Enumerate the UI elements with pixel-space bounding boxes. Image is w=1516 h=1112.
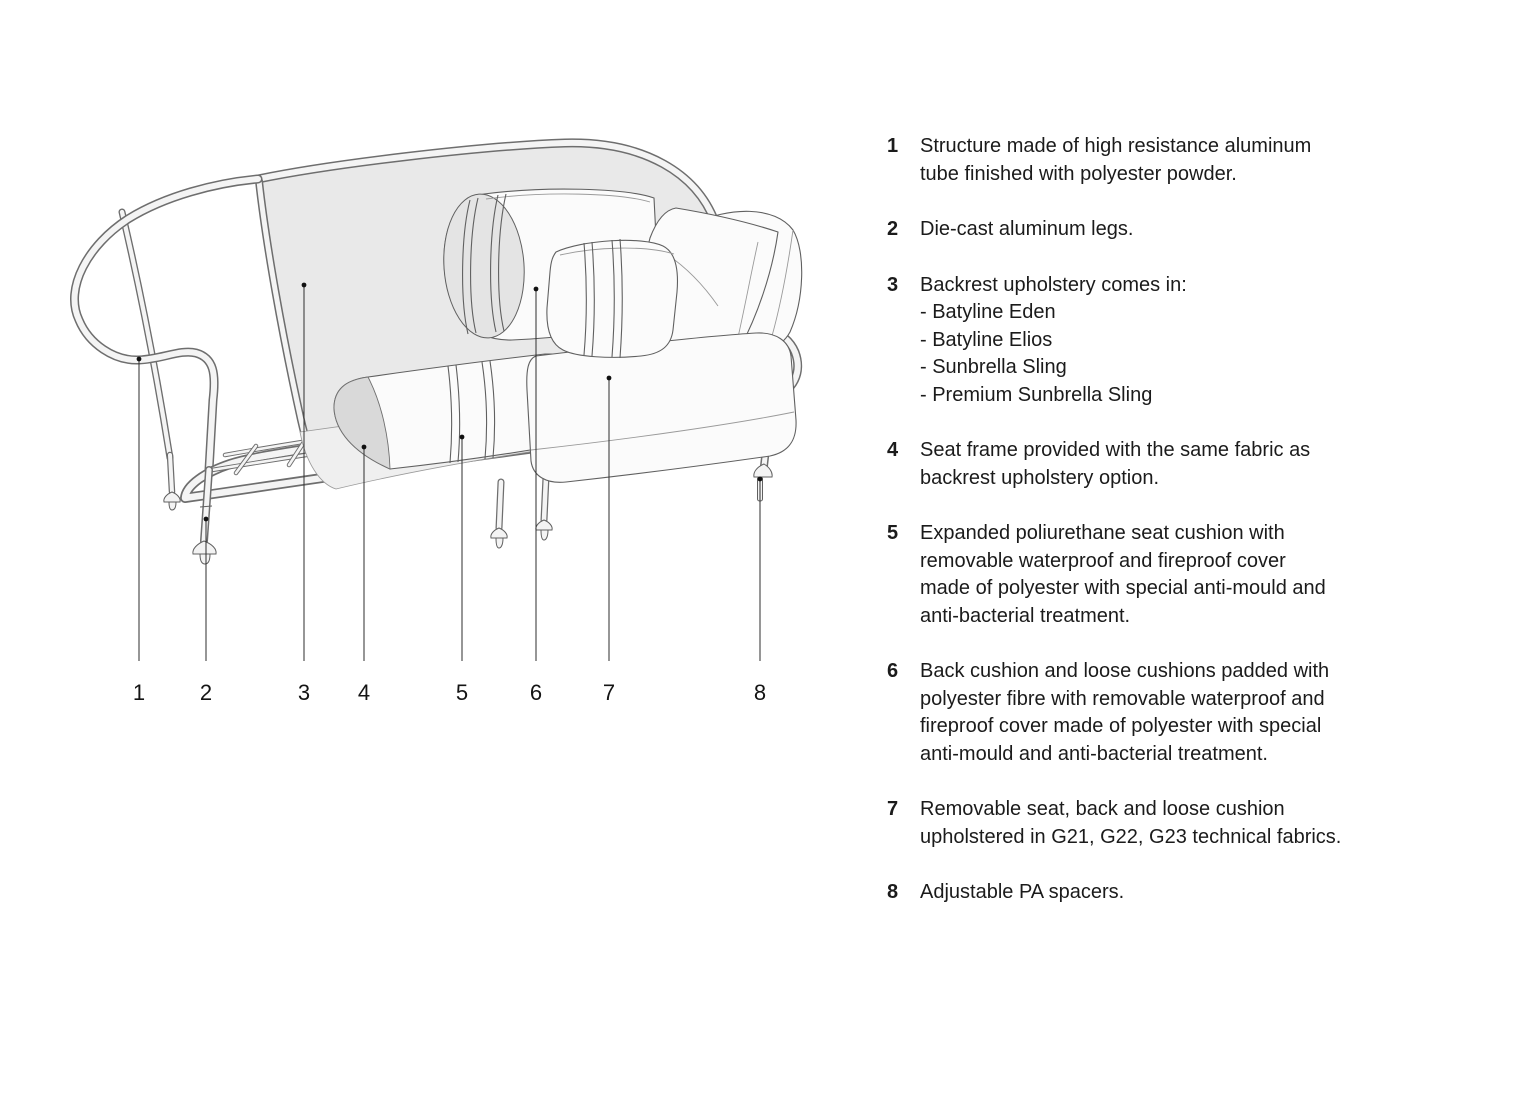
spec-text-line: - Premium Sunbrella Sling xyxy=(920,383,1153,406)
spec-item-text xyxy=(920,658,1329,768)
callout-dot-2 xyxy=(204,517,209,522)
spec-item-number: 5 xyxy=(887,522,899,544)
spec-text-line: made of polyester with special anti-mould and xyxy=(920,577,1326,599)
spec-text-line: Die-cast aluminum legs. xyxy=(920,218,1134,240)
spec-text-line: Structure made of high resistance aluminum xyxy=(920,135,1312,157)
spec-text-line: Removable seat, back and loose cushion xyxy=(920,798,1285,820)
front-left-foot xyxy=(193,541,216,554)
spec-item-text xyxy=(920,437,1310,492)
callout-number-1: 1 xyxy=(132,680,146,705)
spec-text-line: Seat frame provided with the same fabric as xyxy=(920,439,1311,461)
callout-number-3: 3 xyxy=(297,680,311,705)
spec-text-line: anti-mould and anti-bacterial treatment. xyxy=(920,742,1268,765)
callout-dot-5 xyxy=(460,435,465,440)
spec-text-line: Backrest upholstery comes in: xyxy=(920,273,1187,296)
spec-item-number: 6 xyxy=(887,660,899,682)
spec-item-number: 8 xyxy=(887,881,899,903)
spec-item-text xyxy=(920,879,1124,907)
spec-item-number: 2 xyxy=(887,218,899,240)
callout-number-8: 8 xyxy=(753,680,767,705)
spec-item-number: 4 xyxy=(887,439,899,461)
sofa-illustration xyxy=(0,0,850,720)
spec-item xyxy=(887,796,1427,851)
spec-text-line: tube finished with polyester powder. xyxy=(920,162,1237,185)
main-seat-cushion xyxy=(527,333,796,482)
spec-item-text xyxy=(920,216,1133,244)
spec-list xyxy=(887,133,1427,935)
callout-number-6: 6 xyxy=(529,680,543,705)
callout-dot-4 xyxy=(362,445,367,450)
callout-number-2: 2 xyxy=(199,680,213,705)
spec-item-number: 7 xyxy=(887,798,899,820)
spec-item-text xyxy=(920,133,1311,188)
spec-item xyxy=(887,272,1427,410)
spec-item xyxy=(887,658,1427,768)
spec-text-line: anti-bacterial treatment. xyxy=(920,604,1131,627)
callout-dot-3 xyxy=(302,283,307,288)
spec-item-text xyxy=(920,272,1187,410)
front-right-foot xyxy=(754,464,772,477)
spec-text-line: removable waterproof and fireproof cover xyxy=(920,549,1286,572)
spec-item xyxy=(887,437,1427,492)
spec-item-text xyxy=(920,520,1326,630)
spec-item xyxy=(887,520,1427,630)
spec-text-line: Expanded poliurethane seat cushion with xyxy=(920,522,1285,544)
spec-item xyxy=(887,133,1427,188)
callout-dot-1 xyxy=(137,357,142,362)
spec-text-line: - Batyline Elios xyxy=(920,328,1053,351)
rear-left-foot xyxy=(164,492,180,502)
spec-text-line: Adjustable PA spacers. xyxy=(920,881,1125,903)
spec-item-number: 1 xyxy=(887,135,899,157)
callout-number-4: 4 xyxy=(357,680,371,705)
sofa-diagram xyxy=(0,0,850,720)
middle-right-foot xyxy=(536,520,552,530)
callout-1 xyxy=(133,357,145,705)
callout-8 xyxy=(754,477,766,705)
spec-text-line: - Batyline Eden xyxy=(920,301,1056,323)
loose-cushion xyxy=(547,239,678,358)
spec-text-line: fireproof cover made of polyester with special xyxy=(920,715,1322,737)
spec-text-line: - Sunbrella Sling xyxy=(920,356,1067,378)
callout-dot-6 xyxy=(534,287,539,292)
callout-dot-7 xyxy=(607,376,612,381)
callout-5 xyxy=(456,435,468,705)
callout-number-7: 7 xyxy=(602,680,616,705)
middle-left-foot xyxy=(491,528,507,538)
callout-number-5: 5 xyxy=(455,680,469,705)
callout-dot-8 xyxy=(758,477,763,482)
spec-text-line: upholstered in G21, G22, G23 technical fabrics. xyxy=(920,825,1342,848)
spec-text-line: Back cushion and loose cushions padded with xyxy=(920,660,1330,682)
spec-text-line: polyester fibre with removable waterproof and xyxy=(920,687,1325,710)
spec-item-text xyxy=(920,796,1341,851)
spec-item-number: 3 xyxy=(887,273,899,296)
spec-text-line: backrest upholstery option. xyxy=(920,466,1160,489)
spec-item xyxy=(887,879,1427,907)
spec-item xyxy=(887,216,1427,244)
